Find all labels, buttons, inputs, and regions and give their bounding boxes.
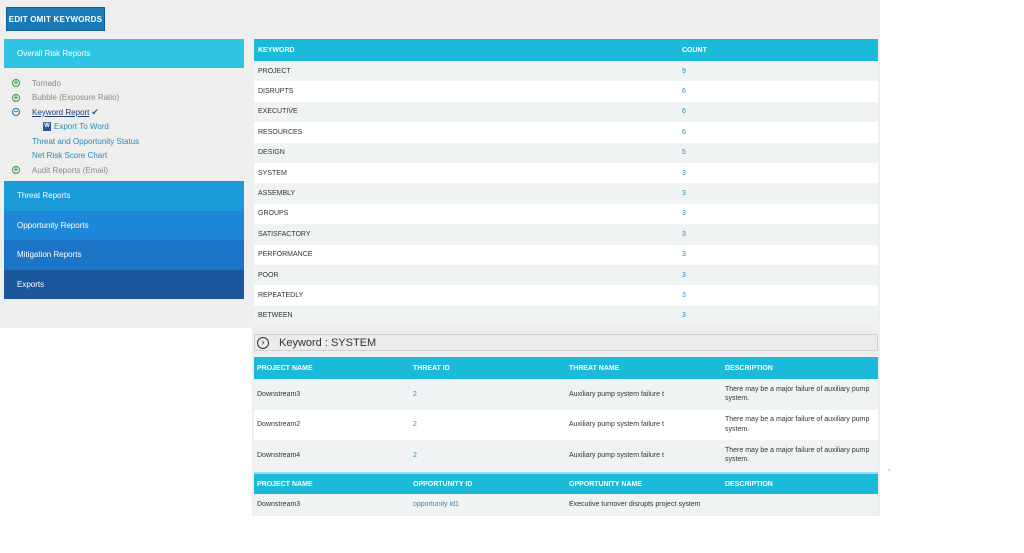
table-cell: DESIGN xyxy=(254,143,678,163)
sidebar xyxy=(4,39,244,299)
table-row xyxy=(254,285,878,305)
table-row xyxy=(254,265,878,285)
table-row xyxy=(254,440,878,471)
table-cell[interactable]: 6 xyxy=(678,81,878,101)
table-cell[interactable]: 3 xyxy=(678,265,878,285)
table-row xyxy=(254,204,878,224)
table-cell: There may be a major failure of auxiliary pump system. xyxy=(722,379,878,410)
table-cell[interactable]: 2 xyxy=(410,379,566,410)
table-row xyxy=(254,183,878,203)
sidebar-report-list xyxy=(4,68,244,181)
table-row xyxy=(254,379,878,410)
word-document-icon: W xyxy=(44,123,50,130)
chevron-right-circle-icon[interactable]: › xyxy=(257,337,269,349)
table-cell: ASSEMBLY xyxy=(254,183,678,203)
sidebar-item-export-to-word[interactable] xyxy=(4,120,244,135)
table-cell: RESOURCES xyxy=(254,122,678,142)
sidebar-item-net-risk-score-chart[interactable] xyxy=(4,149,244,164)
table-cell[interactable]: 2 xyxy=(410,440,566,471)
table-cell xyxy=(722,494,878,515)
table-cell[interactable]: 3 xyxy=(678,224,878,244)
table-cell[interactable]: 3 xyxy=(678,163,878,183)
sidebar-item-label[interactable]: Tornado xyxy=(32,78,61,88)
table-row xyxy=(254,306,878,326)
table-row xyxy=(254,245,878,265)
keyword-table-header xyxy=(254,39,878,61)
table-cell[interactable]: 5 xyxy=(678,143,878,163)
sidebar-item-label[interactable]: Export To Word xyxy=(54,122,109,132)
sidebar-header[interactable]: Overall Risk Reports xyxy=(4,39,244,68)
table-cell: Auxiliary pump system failure t xyxy=(566,379,722,410)
table-row xyxy=(254,122,878,142)
table-cell: Downstream3 xyxy=(254,379,410,410)
sidebar-item-label[interactable]: Threat and Opportunity Status xyxy=(32,136,140,146)
keyword-detail-title xyxy=(254,334,878,351)
table-cell[interactable]: 3 xyxy=(678,306,878,326)
sidebar-item-threat-opportunity-status[interactable] xyxy=(4,134,244,149)
sidebar-section-opportunity-reports[interactable]: Opportunity Reports xyxy=(4,211,244,241)
table-cell: PROJECT xyxy=(254,61,678,81)
table-cell: There may be a major failure of auxiliary pump system. xyxy=(722,410,878,441)
table-cell: BETWEEN xyxy=(254,306,678,326)
table-cell: DISRUPTS xyxy=(254,81,678,101)
table-cell: SATISFACTORY xyxy=(254,224,678,244)
table-row xyxy=(254,143,878,163)
minus-circle-icon[interactable]: − xyxy=(13,107,19,117)
table-cell[interactable]: opportunity id1 xyxy=(410,494,566,515)
threat-table xyxy=(254,357,878,471)
column-header: THREAT NAME xyxy=(566,357,722,379)
table-cell[interactable]: 6 xyxy=(678,122,878,142)
table-row xyxy=(254,410,878,441)
table-cell: Auxiliary pump system failure t xyxy=(566,440,722,471)
table-cell[interactable]: 3 xyxy=(678,204,878,224)
table-cell: SYSTEM xyxy=(254,163,678,183)
checkmark-icon: ✔ xyxy=(91,106,99,117)
table-row xyxy=(254,163,878,183)
plus-circle-icon[interactable]: + xyxy=(13,165,19,175)
sidebar-section-exports[interactable]: Exports xyxy=(4,270,244,300)
table-row xyxy=(254,224,878,244)
plus-circle-icon[interactable]: + xyxy=(13,92,19,102)
table-cell[interactable]: 3 xyxy=(678,183,878,203)
stray-mark: , xyxy=(888,463,891,472)
table-cell: PERFORMANCE xyxy=(254,245,678,265)
table-cell: REPEATEDLY xyxy=(254,285,678,305)
column-header: PROJECT NAME xyxy=(254,473,410,494)
table-cell[interactable]: 2 xyxy=(410,410,566,441)
table-cell: There may be a major failure of auxiliary pump system. xyxy=(722,440,878,471)
table-cell: EXECUTIVE xyxy=(254,102,678,122)
column-header: DESCRIPTION xyxy=(722,357,878,379)
sidebar-item-tornado[interactable] xyxy=(4,76,244,91)
table-cell: Executive turnover disrupts project system xyxy=(566,494,722,515)
column-header: OPPORTUNITY NAME xyxy=(566,473,722,494)
sidebar-item-label[interactable]: Net Risk Score Chart xyxy=(32,151,108,161)
column-header: DESCRIPTION xyxy=(722,473,878,494)
table-cell[interactable]: 6 xyxy=(678,102,878,122)
sidebar-section-mitigation-reports[interactable]: Mitigation Reports xyxy=(4,240,244,270)
table-cell: GROUPS xyxy=(254,204,678,224)
plus-circle-icon[interactable]: + xyxy=(13,78,19,88)
opportunity-table-header xyxy=(254,473,878,494)
table-cell: POOR xyxy=(254,265,678,285)
keyword-column-header: KEYWORD xyxy=(254,39,678,61)
table-cell: Downstream3 xyxy=(254,494,410,515)
count-column-header: COUNT xyxy=(678,39,878,61)
table-cell[interactable]: 3 xyxy=(678,285,878,305)
edit-omit-keywords-button[interactable]: EDIT OMIT KEYWORDS xyxy=(6,7,105,31)
table-row xyxy=(254,102,878,122)
threat-table-body xyxy=(254,379,878,471)
opportunity-table xyxy=(254,472,878,515)
column-header: PROJECT NAME xyxy=(254,357,410,379)
keyword-table-body xyxy=(254,61,878,326)
table-row xyxy=(254,494,878,515)
sidebar-item-label[interactable]: Bubble (Exposure Ratio) xyxy=(32,93,120,103)
threat-table-header xyxy=(254,357,878,379)
table-row xyxy=(254,81,878,101)
table-row xyxy=(254,61,878,81)
keyword-detail-label: Keyword : SYSTEM xyxy=(279,336,377,349)
sidebar-item-label[interactable]: Audit Reports (Email) xyxy=(32,165,109,175)
column-header: OPPORTUNITY ID xyxy=(410,473,566,494)
sidebar-item-bubble[interactable] xyxy=(4,91,244,106)
table-cell[interactable]: 9 xyxy=(678,61,878,81)
sidebar-section-threat-reports[interactable]: Threat Reports xyxy=(4,181,244,211)
sidebar-item-keyword-report[interactable] xyxy=(4,105,244,120)
table-cell: Auxiliary pump system failure t xyxy=(566,410,722,441)
table-cell: Downstream2 xyxy=(254,410,410,441)
sidebar-item-label[interactable]: Keyword Report ✔ xyxy=(32,106,99,117)
table-cell[interactable]: 3 xyxy=(678,245,878,265)
sidebar-item-audit-reports[interactable] xyxy=(4,163,244,178)
column-header: THREAT ID xyxy=(410,357,566,379)
table-cell: Downstream4 xyxy=(254,440,410,471)
opportunity-table-body xyxy=(254,494,878,515)
keyword-table xyxy=(254,39,878,326)
